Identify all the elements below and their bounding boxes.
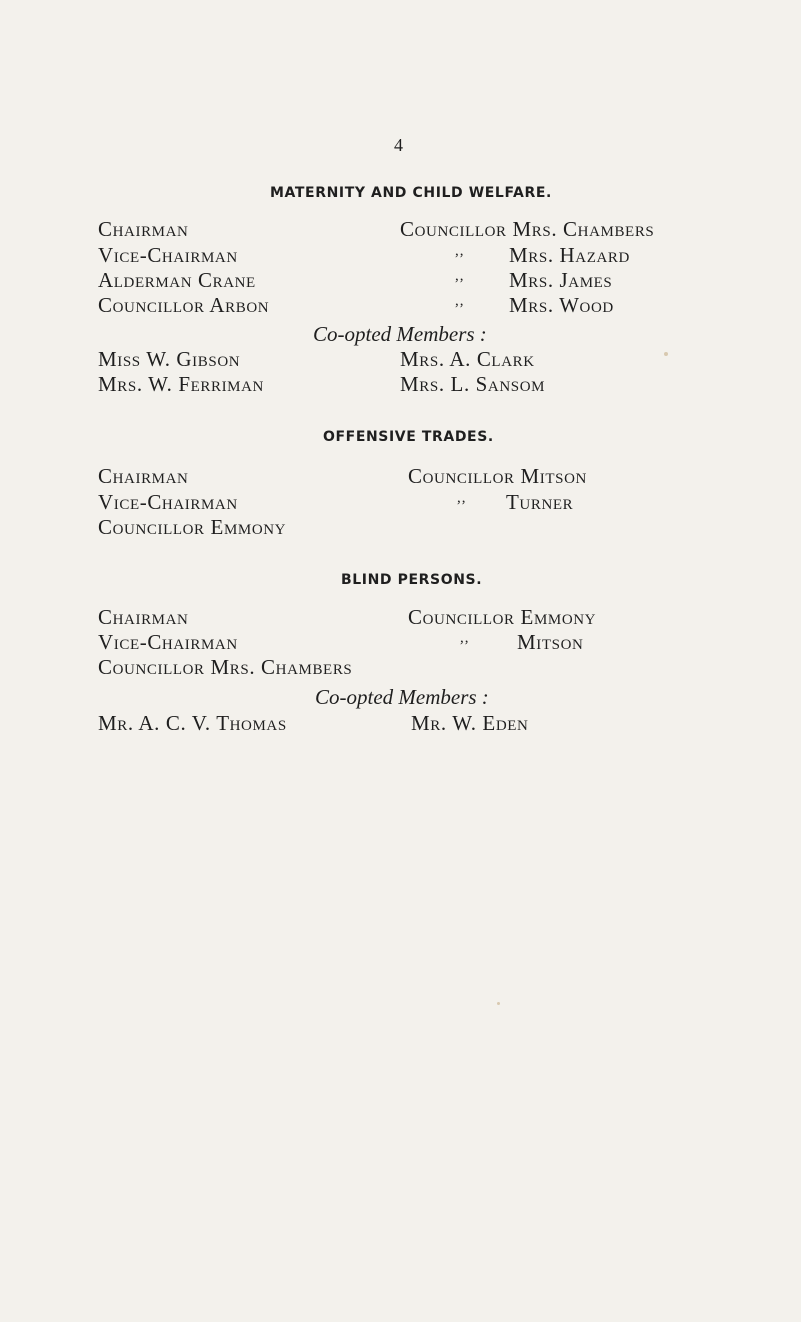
member-name: Mrs. L. Sansom xyxy=(400,372,546,396)
member-name: Alderman Crane xyxy=(98,268,256,292)
member-name: Turner xyxy=(506,490,574,514)
member-name: Mrs. Wood xyxy=(509,293,614,317)
page-number: 4 xyxy=(394,135,403,155)
member-name: Councillor Emmony xyxy=(98,515,287,539)
section-title: MATERNITY AND CHILD WELFARE. xyxy=(270,185,552,201)
member-name: Mrs. A. Clark xyxy=(400,347,535,371)
coopted-label: Co-opted Members : xyxy=(313,322,487,346)
member-role: Vice-Chairman xyxy=(98,630,238,654)
ditto-mark: ,, xyxy=(455,243,465,259)
member-name: Councillor Arbon xyxy=(98,293,270,317)
member-role: Vice-Chairman xyxy=(98,243,238,267)
member-name: Councillor Emmony xyxy=(408,605,597,629)
member-role: Chairman xyxy=(98,605,189,629)
member-name: Mrs. Hazard xyxy=(509,243,630,267)
paper-speck xyxy=(664,352,668,356)
member-name: Councillor Mitson xyxy=(408,464,587,488)
member-role: Chairman xyxy=(98,464,189,488)
member-name: Mitson xyxy=(517,630,584,654)
member-name: Councillor Mrs. Chambers xyxy=(98,655,353,679)
member-name: Mr. W. Eden xyxy=(411,711,529,735)
member-name: Mrs. W. Ferriman xyxy=(98,372,264,396)
paper-speck xyxy=(497,1002,500,1005)
ditto-mark: ,, xyxy=(457,490,467,506)
member-role: Vice-Chairman xyxy=(98,490,238,514)
section-title: BLIND PERSONS. xyxy=(341,572,483,588)
ditto-mark: ,, xyxy=(460,630,470,646)
member-name: Councillor Mrs. Chambers xyxy=(400,217,655,241)
member-name: Miss W. Gibson xyxy=(98,347,241,371)
ditto-mark: ,, xyxy=(455,268,465,284)
member-role: Chairman xyxy=(98,217,189,241)
ditto-mark: ,, xyxy=(455,293,465,309)
member-name: Mrs. James xyxy=(509,268,613,292)
member-name: Mr. A. C. V. Thomas xyxy=(98,711,287,735)
coopted-label: Co-opted Members : xyxy=(315,685,489,709)
section-title: OFFENSIVE TRADES. xyxy=(323,429,494,445)
